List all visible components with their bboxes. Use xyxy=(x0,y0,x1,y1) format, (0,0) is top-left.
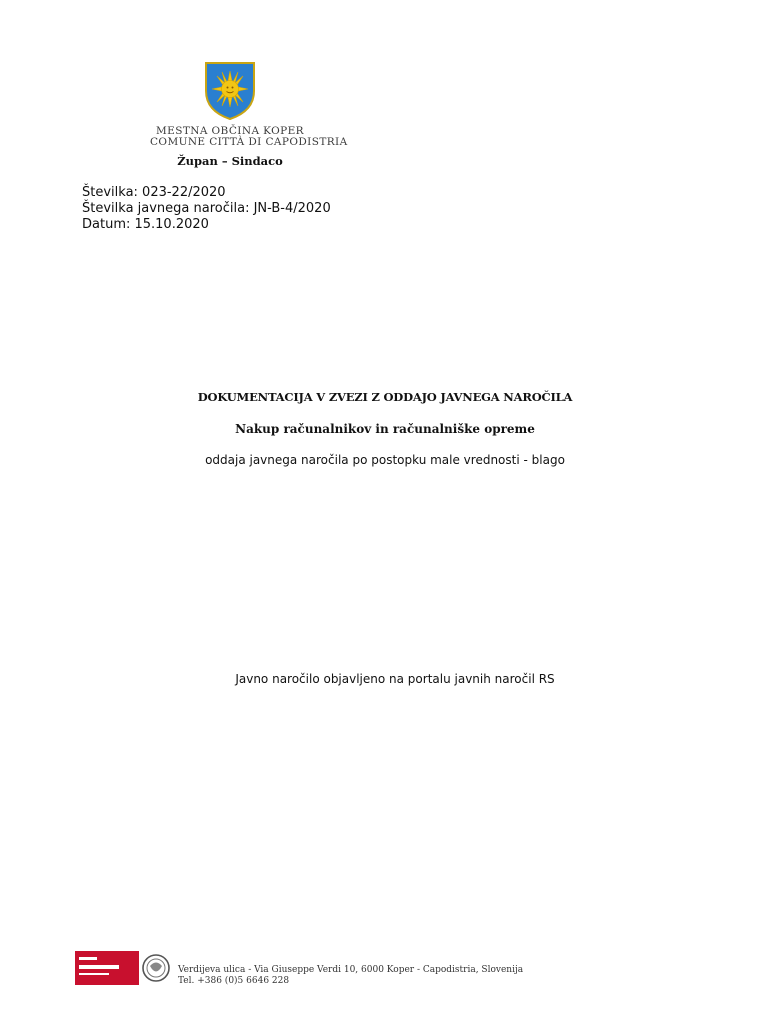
document-title: DOKUMENTACIJA V ZVEZI Z ODDAJO JAVNEGA NAROČILA xyxy=(197,390,573,404)
reference-number: Številka: 023-22/2020 xyxy=(82,185,226,200)
publication-note: Javno naročilo objavljeno na portalu javnih naročil RS xyxy=(235,672,555,686)
koper-coat-of-arms-icon xyxy=(204,61,256,121)
organization-name-slovenian: MESTNA OBČINA KOPER xyxy=(156,125,304,137)
document-metadata xyxy=(82,185,331,233)
document-date: Datum: 15.10.2020 xyxy=(82,217,209,232)
organization-name-italian: COMUNE CITTÀ DI CAPODISTRIA xyxy=(150,136,348,148)
footer-phone: Tel. +386 (0)5 6646 228 xyxy=(178,976,290,986)
procurement-number: Številka javnega naročila: JN-B-4/2020 xyxy=(82,201,331,216)
mayor-title: Župan – Sindaco xyxy=(177,154,283,168)
procedure-description: oddaja javnega naročila po postopku male vrednosti - blago xyxy=(205,453,565,467)
document-subject: Nakup računalnikov in računalniške opreme xyxy=(235,422,535,436)
bureau-veritas-certification-icon xyxy=(75,947,170,989)
footer-address: Verdijeva ulica - Via Giuseppe Verdi 10, 6000 Koper - Capodistria, Slovenija xyxy=(178,965,524,975)
footer-contact xyxy=(178,965,523,987)
